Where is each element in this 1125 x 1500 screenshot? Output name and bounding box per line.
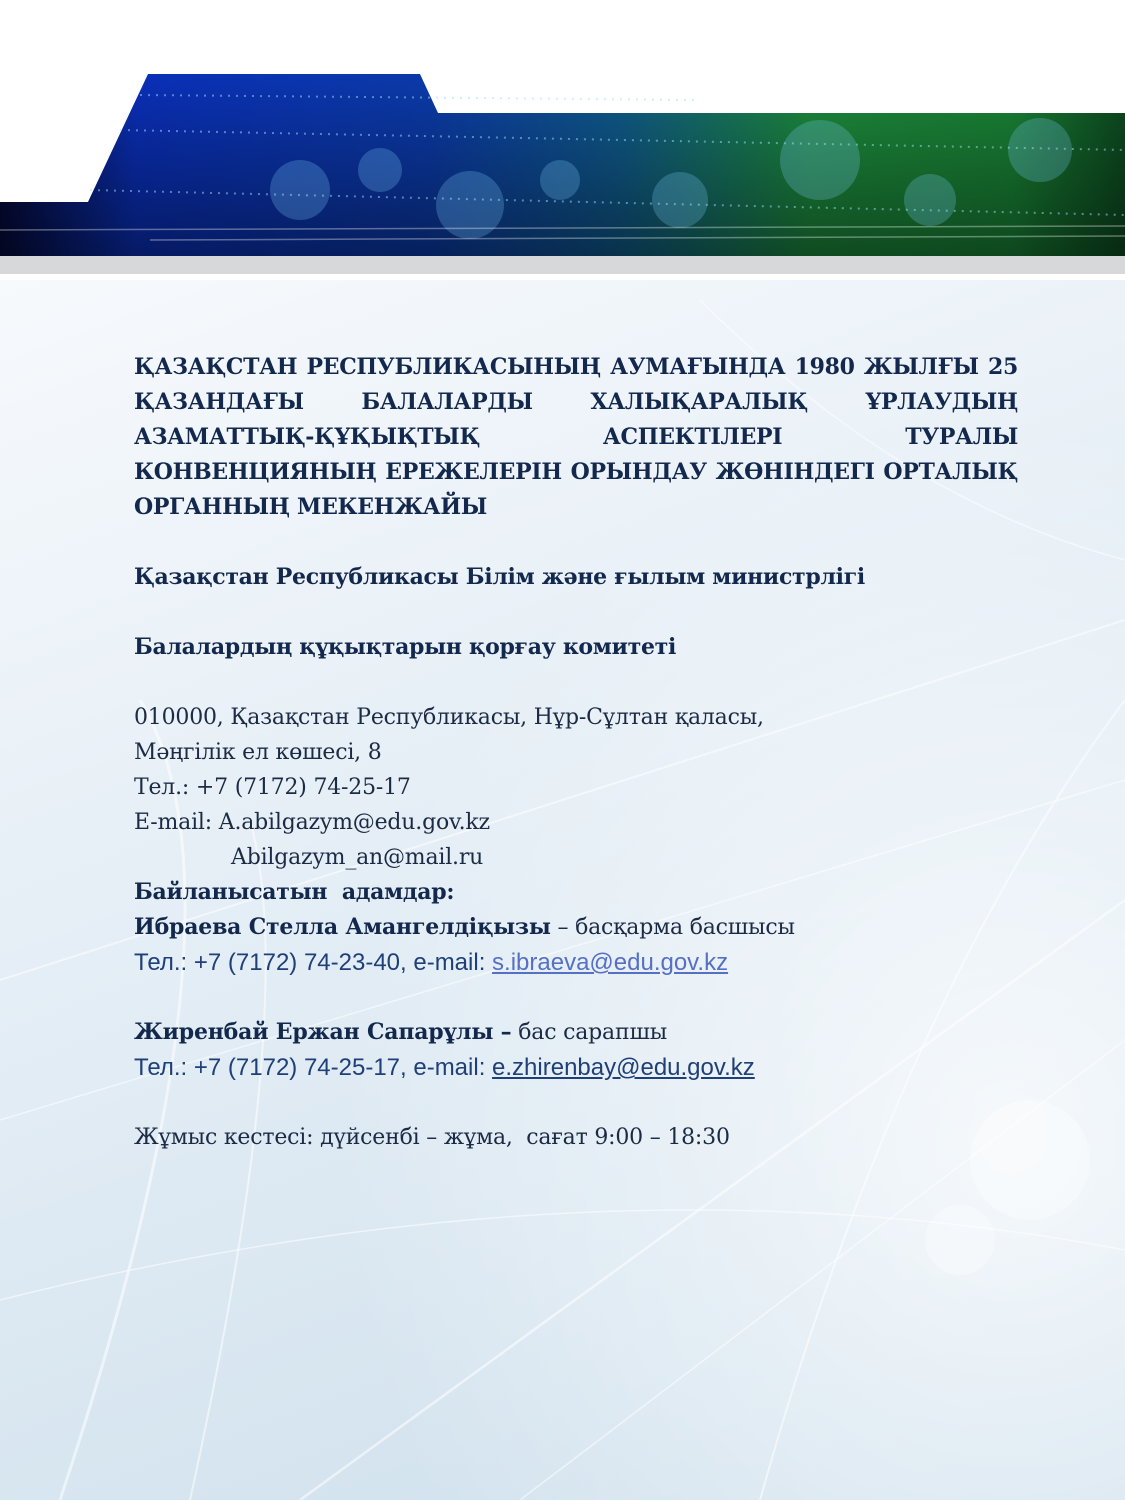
contact-2-name: Жиренбай Ержан Сапарұлы – [134,1019,512,1045]
email-label: E-mail: [134,810,219,835]
email-primary[interactable]: A.abilgazym@edu.gov.kz [218,810,490,835]
contact-1-dash: – [550,915,576,940]
contact-1-name: Ибраева Стелла Амангелдіқызы [134,914,551,940]
contacts-title: Байланысатын адамдар: [134,879,455,905]
contact-2-phone: Тел.: +7 (7172) 74-25-17, e-mail: [134,1054,493,1081]
contact-1-role: басқарма басшысы [575,915,795,940]
contact-document [134,350,1018,1155]
email-secondary[interactable]: Abilgazym_an@mail.ru [231,845,484,870]
address-line-2: Мәңгілік ел көшесі, 8 [134,740,382,765]
work-schedule: Жұмыс кестесі: дүйсенбі – жұма, сағат 9:00 – 18:30 [134,1125,730,1150]
contact-2-name-line [134,1015,1018,1050]
contact-2-email-link[interactable]: e.zhirenbay@edu.gov.kz [492,1054,755,1081]
ministry-name: Қазақстан Республикасы Білім және ғылым министрлігі [134,564,865,590]
document-heading: ҚАЗАҚСТАН РЕСПУБЛИКАСЫНЫҢ АУМАҒЫНДА 1980 ЖЫЛҒЫ 25 ҚАЗАНДАҒЫ БАЛАЛАРДЫ ХАЛЫҚАРАЛЫҚ ҰРЛАУДЫҢ АЗАМАТТЫҚ-ҚҰҚЫҚТЫҚ АСПЕКТІЛЕРІ ТУРАЛЫ КОНВЕНЦИЯНЫҢ ЕРЕЖЕЛЕРІН ОРЫНДАУ ЖӨНІНДЕГІ ОРТАЛЫҚ ОРГАННЫҢ МЕКЕНЖАЙЫ [134,354,1018,520]
contact-1-phone: Тел.: +7 (7172) 74-23-40, e-mail: [134,949,493,976]
contact-2-phone-line [134,1050,1018,1085]
contact-2-role: бас сарапшы [518,1020,668,1045]
contact-1-phone-line [134,945,1018,980]
contact-1-email-link[interactable]: s.ibraeva@edu.gov.kz [492,949,729,976]
contact-1-name-line [134,910,1018,945]
office-phone: Тел.: +7 (7172) 74-25-17 [134,775,411,800]
committee-name: Балалардың құқықтарын қорғау комитеті [134,634,677,660]
header-banner [0,0,1125,280]
address-line-1: 010000, Қазақстан Республикасы, Нұр-Сұлтан қаласы, [134,705,764,730]
email-line [134,805,1018,840]
